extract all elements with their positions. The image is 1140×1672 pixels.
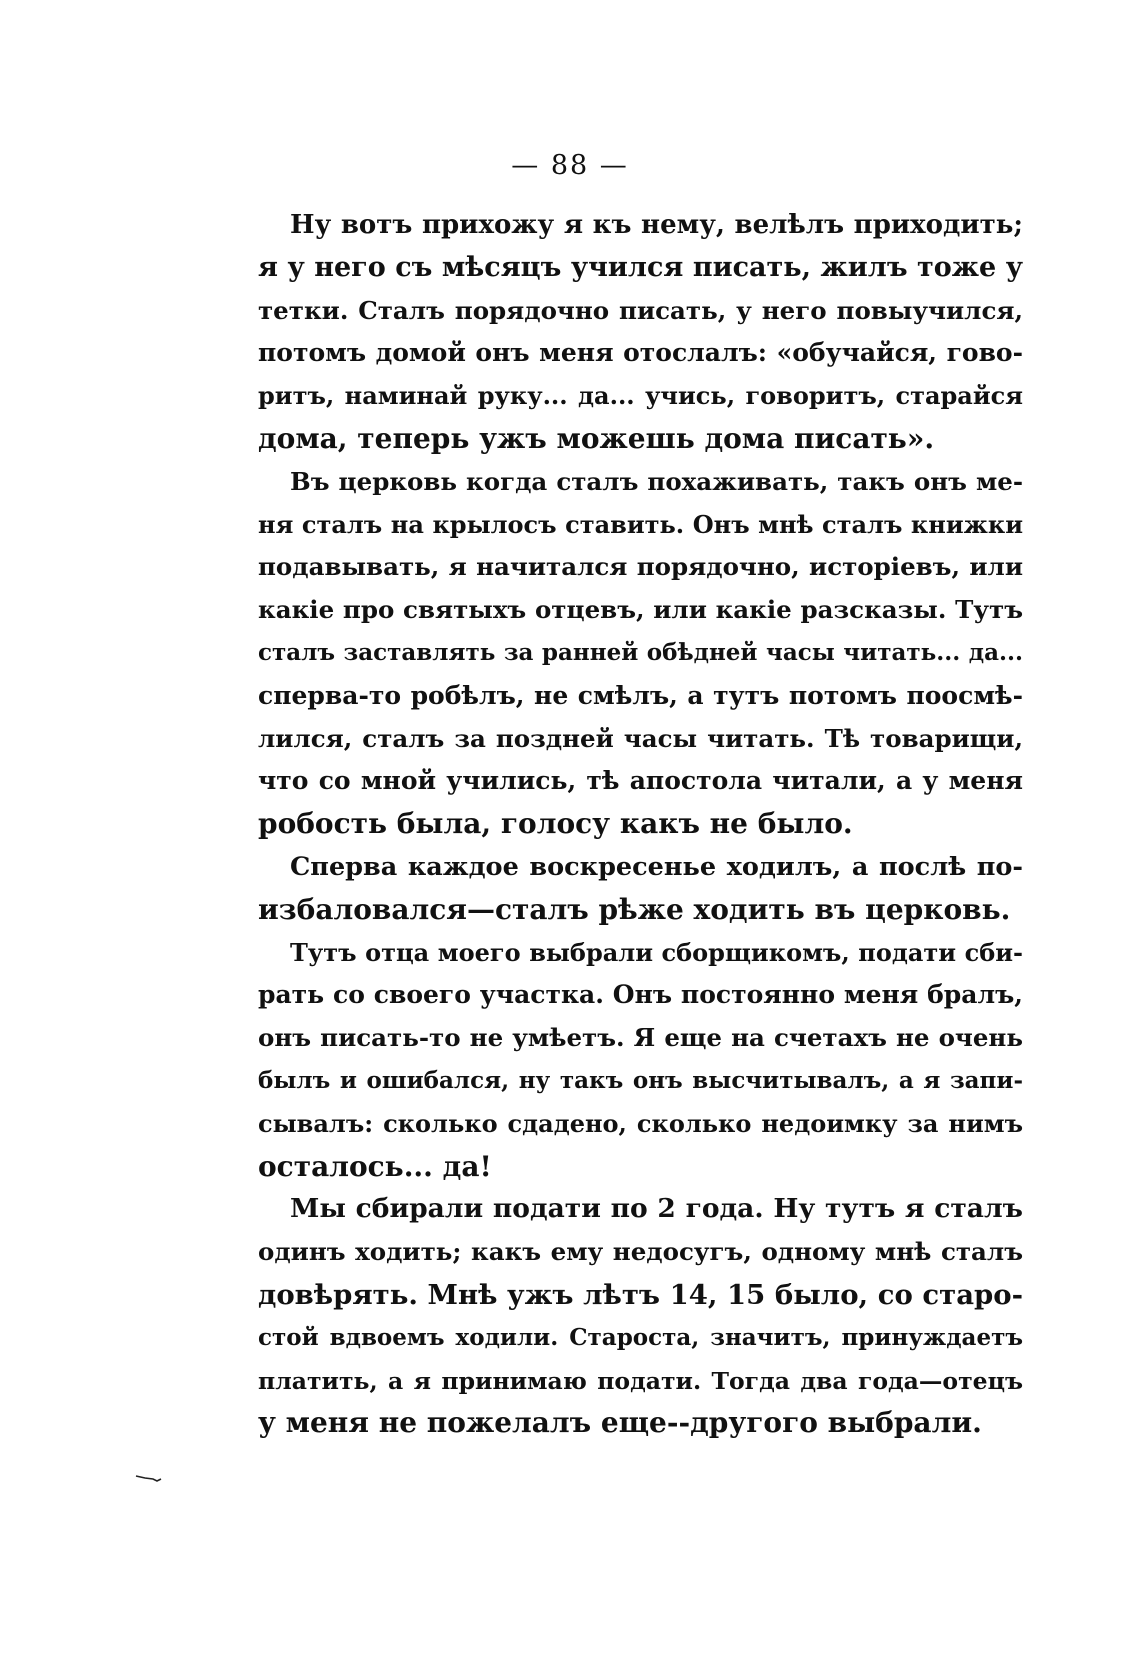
text-line: у меня не пожелалъ еще--другого выбрали.	[258, 1406, 982, 1440]
text-line: Ну вотъ прихожу я къ нему, велѣлъ приходить;	[290, 210, 1023, 240]
text-line: довѣрять. Мнѣ ужъ лѣтъ 14, 15 было, со старо-	[258, 1278, 1023, 1311]
text-line: сывалъ: сколько сдадено, сколько недоимку за нимъ	[258, 1108, 1023, 1138]
text-line: платить, а я принимаю подати. Тогда два года—отецъ	[258, 1366, 1023, 1395]
text-line: избаловался—сталъ рѣже ходить въ церковь.	[258, 892, 1011, 926]
paragraph-2	[258, 461, 1023, 846]
text-line: стой вдвоемъ ходили. Староста, значитъ, принуждаетъ	[258, 1323, 1023, 1351]
text-line: что со мной учились, тѣ апостола читали, а у меня	[258, 766, 1023, 796]
text-line: рать со своего участка. Онъ постоянно меня бралъ,	[258, 980, 1023, 1010]
text-line: былъ и ошибался, ну такъ онъ высчитывалъ, а я запи-	[258, 1066, 1023, 1094]
text-line: ритъ, наминай руку... да... учись, говоритъ, старайся	[258, 381, 1023, 411]
text-line: онъ писать-то не умѣетъ. Я еще на счетахъ не очень	[258, 1023, 1023, 1053]
text-line: потомъ домой онъ меня отослалъ: «обучайся, гово-	[258, 338, 1023, 368]
scan-speck-mark	[135, 1474, 165, 1482]
body-text	[258, 204, 1023, 1445]
text-line: ня сталъ на крылосъ ставить. Онъ мнѣ сталъ книжки	[258, 509, 1023, 539]
paragraph-4	[258, 932, 1023, 1189]
text-line: робость была, голосу какъ не было.	[258, 807, 853, 841]
paragraph-5	[258, 1188, 1023, 1445]
text-line: я у него съ мѣсяцъ учился писать, жилъ тоже у	[258, 251, 1023, 283]
text-line: дома, теперь ужъ можешь дома писать».	[258, 421, 935, 455]
text-line: лился, сталъ за поздней часы читать. Тѣ товарищи,	[258, 723, 1023, 753]
paragraph-3	[258, 846, 1023, 932]
text-line: тетки. Сталъ порядочно писать, у него повыучился,	[258, 295, 1023, 325]
text-line: Въ церковь когда сталъ похаживать, такъ онъ ме-	[290, 466, 1023, 496]
page-number: — 88 —	[511, 150, 629, 181]
text-line: сперва-то робѣлъ, не смѣлъ, а тутъ потомъ поосмѣ-	[258, 680, 1023, 710]
text-line: Мы сбирали подати по 2 года. Ну тутъ я сталъ	[290, 1193, 1023, 1225]
text-line: Тутъ отца моего выбрали сборщикомъ, подати сби-	[290, 937, 1023, 967]
text-line: какіе про святыхъ отцевъ, или какіе разсказы. Тутъ	[258, 595, 1023, 625]
text-line: Сперва каждое воскресенье ходилъ, а послѣ по-	[290, 851, 1023, 882]
text-line: сталъ заставлять за ранней обѣдней часы читать... да...	[258, 638, 1023, 666]
text-line: осталось... да!	[258, 1149, 492, 1183]
paragraph-1	[258, 204, 1023, 461]
text-line: одинъ ходить; какъ ему недосугъ, одному мнѣ сталъ	[258, 1237, 1023, 1267]
text-line: подавывать, я начитался порядочно, исторіевъ, или	[258, 552, 1023, 582]
